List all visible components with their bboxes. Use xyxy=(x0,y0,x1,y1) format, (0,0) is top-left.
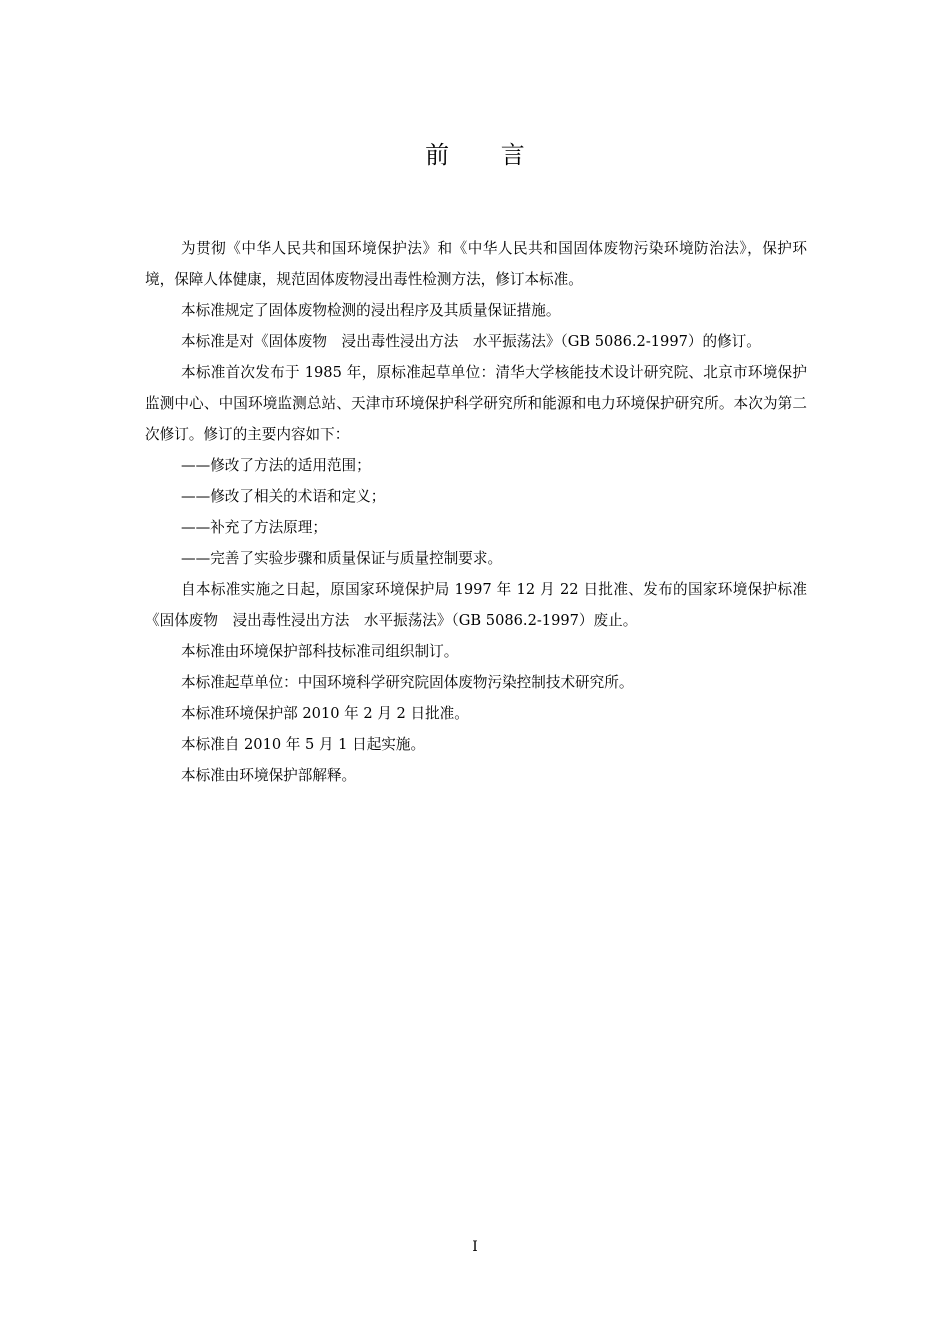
paragraph: 为贯彻《中华人民共和国环境保护法》和《中华人民共和国固体废物污染环境防治法》，保护环境，保障人体健康，规范固体废物浸出毒性检测方法，修订本标准。 xyxy=(145,240,807,288)
list-item: ——补充了方法原理； xyxy=(181,519,327,536)
paragraph: 本标准首次发布于 1985 年，原标准起草单位：清华大学核能技术设计研究院、北京市环境保护监测中心、中国环境监测总站、天津市环境保护科学研究所和能源和电力环境保护研究所。本次为第二次修订。修订的主要内容如下： xyxy=(145,364,807,443)
paragraph: 本标准规定了固体废物检测的浸出程序及其质量保证措施。 xyxy=(181,302,561,319)
paragraph: 本标准起草单位：中国环境科学研究院固体废物污染控制技术研究所。 xyxy=(181,674,634,691)
list-item: ——修改了方法的适用范围； xyxy=(181,457,371,474)
paragraph: 本标准环境保护部 2010 年 2 月 2 日批准。 xyxy=(181,705,469,722)
paragraph: 本标准由环境保护部科技标准司组织制订。 xyxy=(181,643,459,660)
page-number: I xyxy=(472,1239,478,1255)
list-item: ——完善了实验步骤和质量保证与质量控制要求。 xyxy=(181,550,503,567)
paragraph: 本标准自 2010 年 5 月 1 日起实施。 xyxy=(181,736,426,753)
paragraph: 本标准由环境保护部解释。 xyxy=(181,767,357,784)
page-title: 前 言 xyxy=(425,141,547,169)
paragraph: 自本标准实施之日起，原国家环境保护局 1997 年 12 月 22 日批准、发布的国家环境保护标准《固体废物 浸出毒性浸出方法 水平振荡法》（GB 5086.2-1997）废止。 xyxy=(145,581,807,629)
preface-body xyxy=(145,233,807,791)
paragraph: 本标准是对《固体废物 浸出毒性浸出方法 水平振荡法》（GB 5086.2-1997）的修订。 xyxy=(181,333,761,350)
list-item: ——修改了相关的术语和定义； xyxy=(181,488,386,505)
